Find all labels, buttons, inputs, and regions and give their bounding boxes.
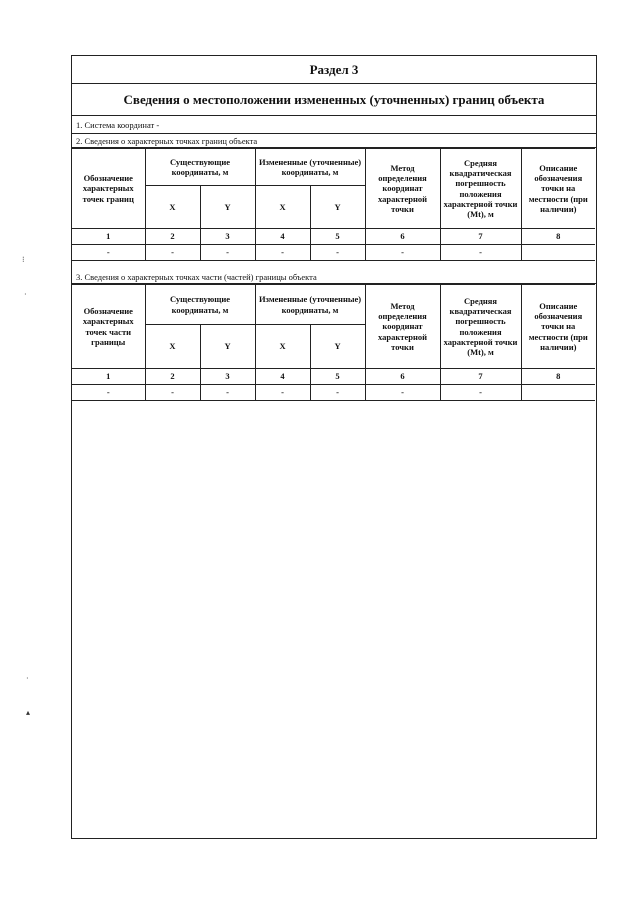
- table2-points-part-boundaries: [72, 284, 595, 401]
- header-existing-coords: Существующие координаты, м: [145, 149, 255, 186]
- header-method: Метод определения координат характерной точки: [365, 285, 440, 369]
- header-method: Метод определения координат характерной точки: [365, 149, 440, 229]
- table-cell: -: [255, 385, 310, 401]
- header-description: Описание обозначения точки на местности (при наличии): [521, 285, 595, 369]
- header-x-existing: X: [145, 186, 200, 229]
- table-cell: -: [440, 385, 521, 401]
- header-point-designation: Обозначение характерных точек границ: [72, 149, 145, 229]
- header-x-existing: X: [145, 325, 200, 369]
- table-cell: -: [72, 245, 145, 261]
- document-title: Сведения о местоположении измененных (уточненных) границ объекта: [72, 84, 596, 116]
- header-rms-error: Средняя квадратическая погрешность положения характерной точки (Mt), м: [440, 149, 521, 229]
- column-numbers-row: [72, 369, 595, 385]
- table-cell: -: [365, 245, 440, 261]
- table-row: [72, 385, 595, 401]
- table-cell: -: [440, 245, 521, 261]
- table-cell: -: [365, 385, 440, 401]
- table2-caption: 3. Сведения о характерных точках части (частей) границы объекта: [72, 270, 596, 284]
- column-number: 7: [440, 229, 521, 245]
- table-cell: -: [200, 245, 255, 261]
- header-y-changed: Y: [310, 186, 365, 229]
- scan-speck: ·: [26, 674, 29, 683]
- document-frame: [71, 55, 597, 839]
- column-number: 6: [365, 369, 440, 385]
- column-number: 8: [521, 369, 595, 385]
- scan-speck: ·: [24, 290, 27, 299]
- column-number: 7: [440, 369, 521, 385]
- column-number: 5: [310, 369, 365, 385]
- header-rms-error: Средняя квадратическая погрешность положения характерной точки (Mt), м: [440, 285, 521, 369]
- column-number: 5: [310, 229, 365, 245]
- table-cell: -: [200, 385, 255, 401]
- header-y-changed: Y: [310, 325, 365, 369]
- column-number: 2: [145, 229, 200, 245]
- column-number: 1: [72, 369, 145, 385]
- column-number: 8: [521, 229, 595, 245]
- scan-speck: ▴: [26, 708, 31, 717]
- table-row: [72, 245, 595, 261]
- column-number: 3: [200, 369, 255, 385]
- table-cell: [521, 385, 595, 401]
- header-point-designation: Обозначение характерных точек части границы: [72, 285, 145, 369]
- header-y-existing: Y: [200, 325, 255, 369]
- table-cell: -: [145, 245, 200, 261]
- header-x-changed: X: [255, 325, 310, 369]
- table-cell: -: [310, 245, 365, 261]
- header-existing-coords: Существующие координаты, м: [145, 285, 255, 325]
- column-number: 2: [145, 369, 200, 385]
- table-cell: -: [145, 385, 200, 401]
- header-changed-coords: Измененные (уточненные) координаты, м: [255, 285, 365, 325]
- column-number: 4: [255, 229, 310, 245]
- table-cell: -: [310, 385, 365, 401]
- header-y-existing: Y: [200, 186, 255, 229]
- table1-points-boundaries: [72, 148, 595, 261]
- column-number: 1: [72, 229, 145, 245]
- table-cell: -: [255, 245, 310, 261]
- column-numbers-row: [72, 229, 595, 245]
- table-cell: -: [72, 385, 145, 401]
- section-title: Раздел 3: [72, 56, 596, 84]
- header-description: Описание обозначения точки на местности (при наличии): [521, 149, 595, 229]
- column-number: 4: [255, 369, 310, 385]
- scan-speck: ⁝: [22, 255, 25, 264]
- column-number: 6: [365, 229, 440, 245]
- header-changed-coords: Измененные (уточненные) координаты, м: [255, 149, 365, 186]
- coordinate-system-line: 1. Система координат -: [72, 116, 596, 134]
- table-cell: [521, 245, 595, 261]
- table1-caption: 2. Сведения о характерных точках границ объекта: [72, 134, 596, 148]
- column-number: 3: [200, 229, 255, 245]
- header-x-changed: X: [255, 186, 310, 229]
